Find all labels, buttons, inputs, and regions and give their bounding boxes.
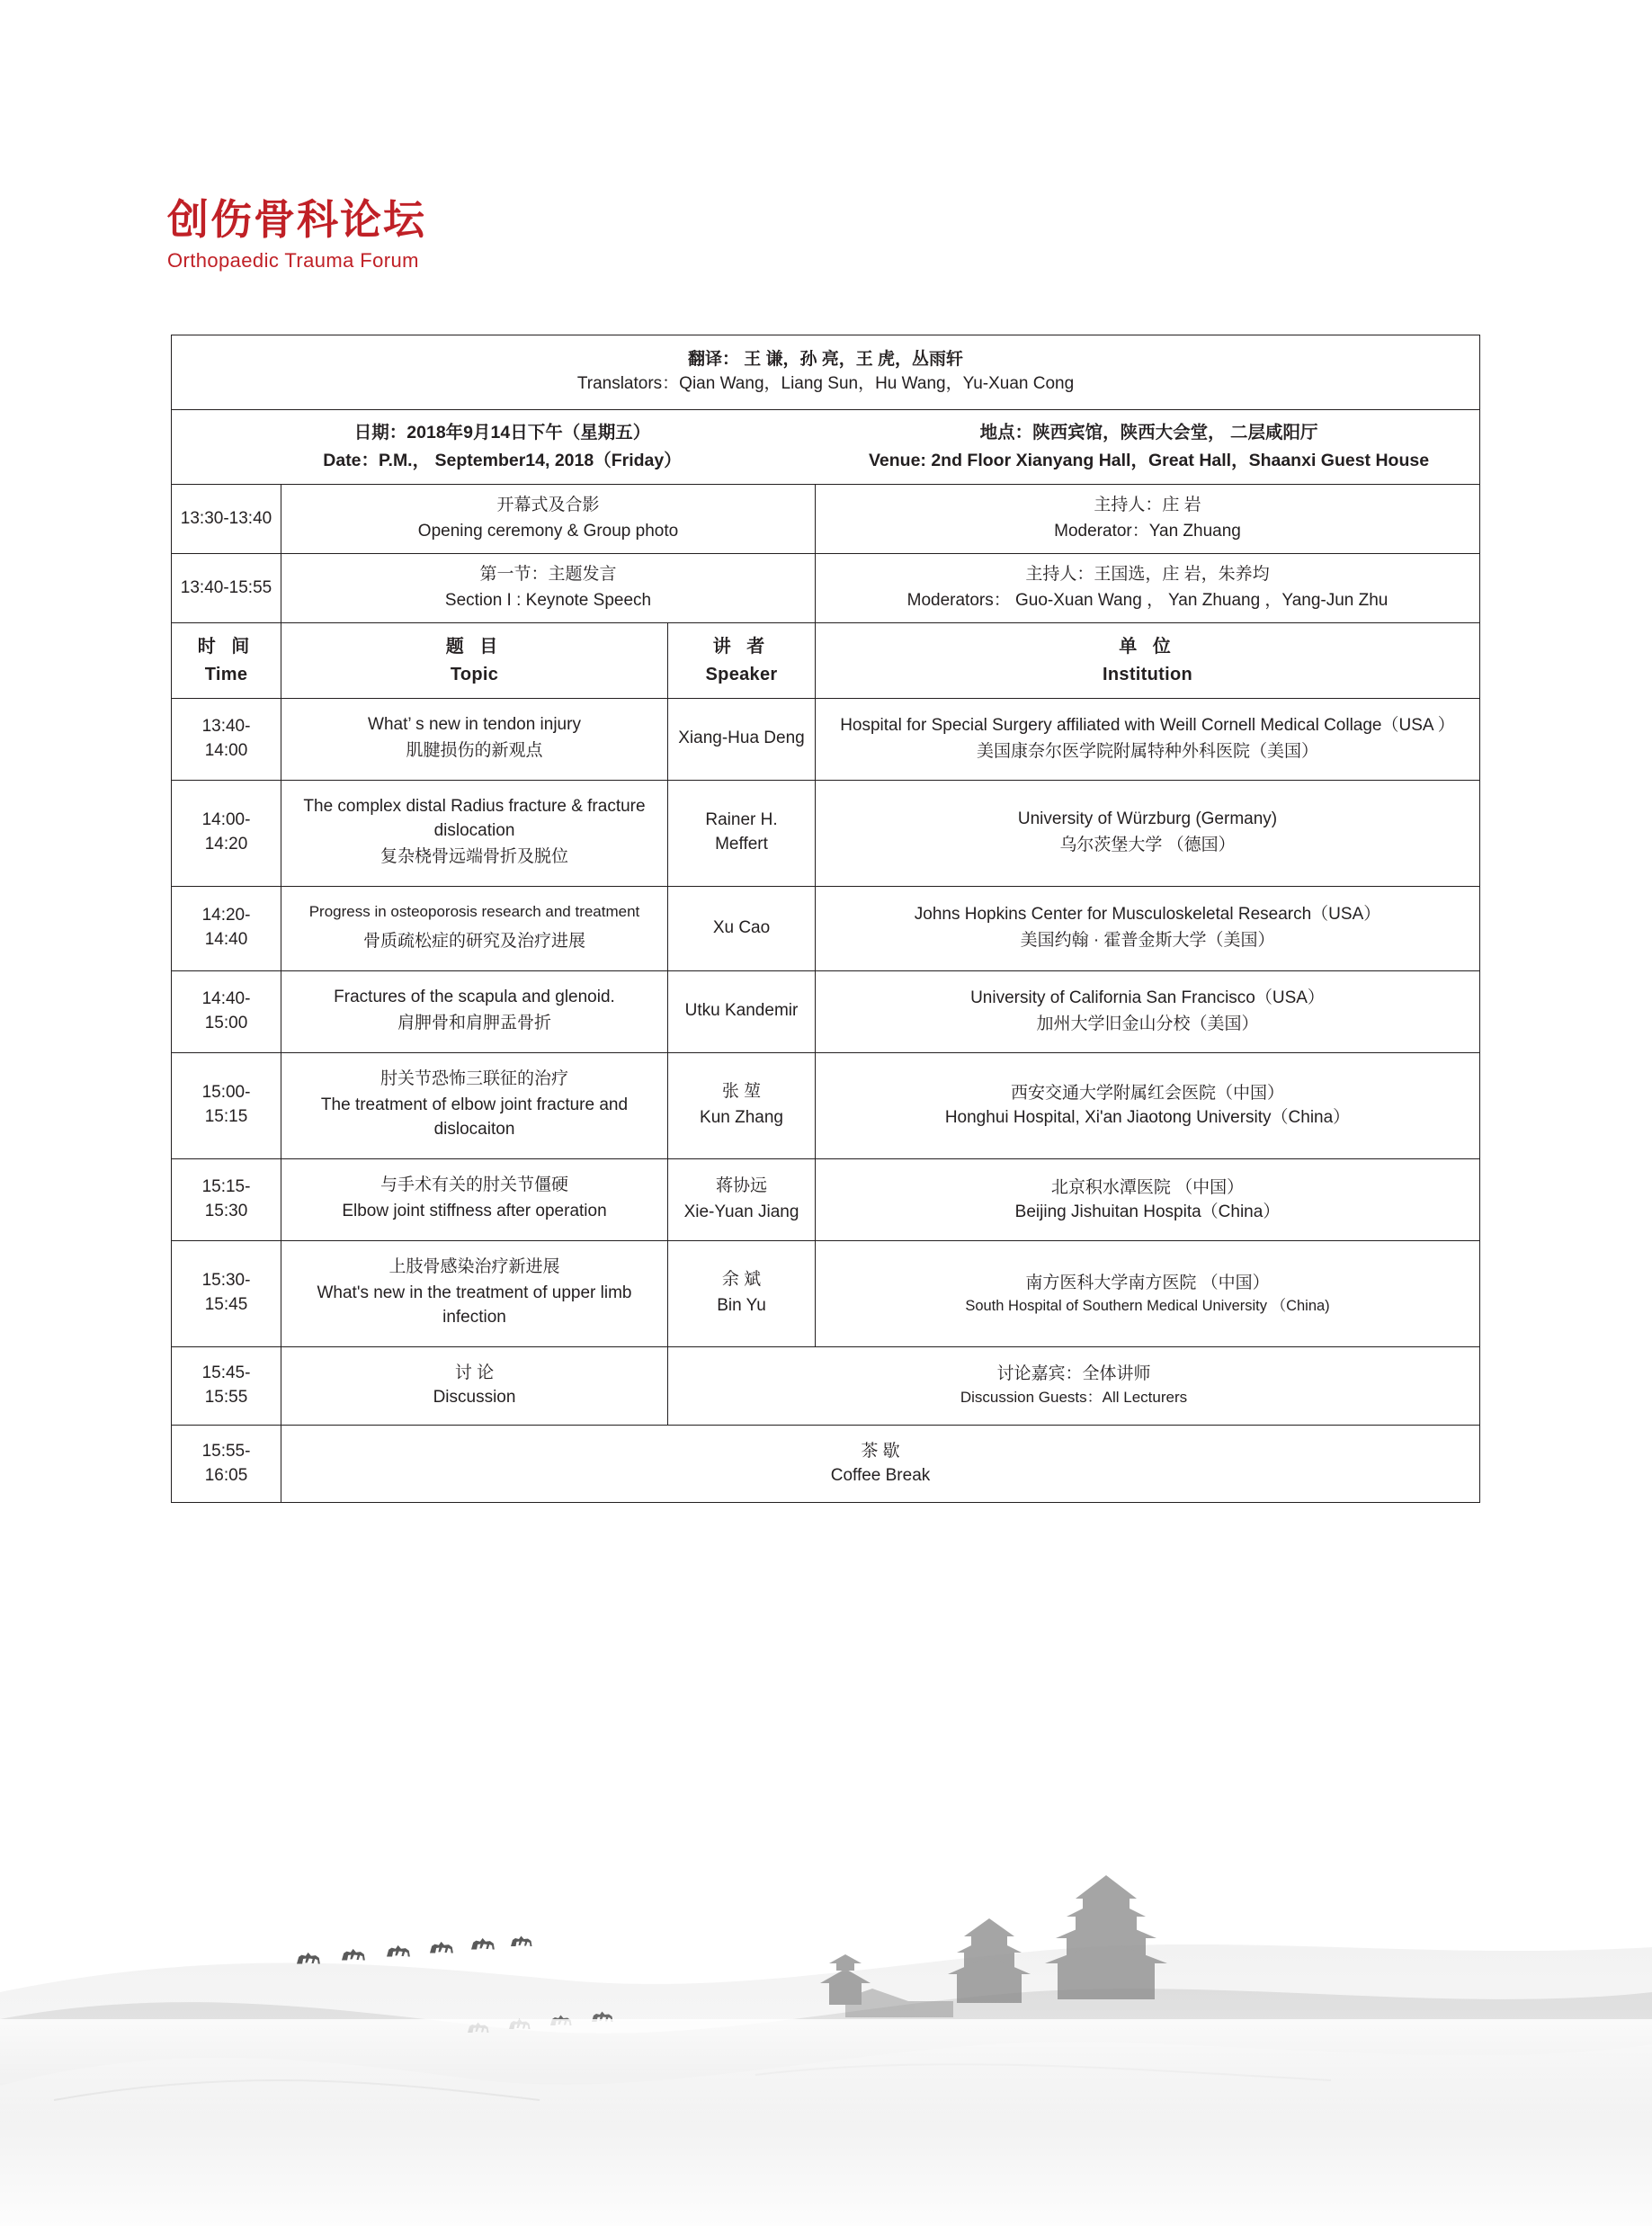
dune-ridge-line: [54, 2080, 540, 2100]
column-header-institution-en: Institution: [1103, 664, 1192, 684]
table-row-discussion: [172, 1346, 1480, 1425]
talk-institution-cn: 美国康奈尔医学院附属特种外科医院（美国）: [977, 741, 1319, 761]
translators-cn: 翻译： 王 谦，孙 亮，王 虎，丛雨轩: [687, 350, 964, 369]
talk-topic-cn: 复杂桡骨远端骨折及脱位: [380, 846, 568, 866]
talk-speaker: [668, 780, 816, 886]
talk-institution: [816, 1240, 1480, 1346]
camel-caravan-lower: [468, 2012, 613, 2034]
talk-institution-en: University of Würzburg (Germany): [1017, 809, 1278, 829]
talk-time: 14:40-15:00: [172, 970, 281, 1052]
column-header-topic-en: Topic: [450, 664, 499, 684]
talk-topic: [281, 970, 668, 1052]
talk-topic-en: The complex distal Radius fracture & fracture dislocation: [303, 796, 646, 840]
talk-topic-en: The treatment of elbow joint fracture and dislocaiton: [320, 1095, 629, 1139]
talk-institution: [816, 970, 1480, 1052]
talk-institution: [816, 698, 1480, 780]
discussion-title-en: Discussion: [433, 1387, 516, 1407]
section-time: 13:40-15:55: [172, 554, 281, 623]
coffee-break-title-en: Coffee Break: [830, 1465, 931, 1485]
section-moderator-en: Moderators： Guo-Xuan Wang ， Yan Zhuang ，Yang-Jun Zhu: [906, 591, 1389, 611]
talk-institution-en: Johns Hopkins Center for Musculoskeletal Research（USA）: [914, 905, 1381, 925]
talk-topic-en: Elbow joint stiffness after operation: [342, 1201, 607, 1220]
dune-ridge-line: [755, 2064, 1331, 2080]
talk-institution-en: Honghui Hospital, Xi'an Jiaotong University（China）: [944, 1108, 1351, 1128]
talk-topic-cn: 肌腱损伤的新观点: [406, 740, 543, 760]
venue-block: [826, 421, 1472, 473]
talk-topic-cn: 上肢骨感染治疗新进展: [388, 1256, 560, 1276]
column-header-topic: [281, 623, 668, 699]
talk-time: 14:20-14:40: [172, 886, 281, 970]
discussion-guests-cn: 讨论嘉宾：全体讲师: [996, 1364, 1151, 1384]
opening-title: [281, 485, 816, 554]
table-column-headers: [172, 623, 1480, 699]
column-header-time: [172, 623, 281, 699]
column-header-time-cn: 时 间: [197, 637, 255, 657]
talk-institution-cn: 美国约翰 · 霍普金斯大学（美国）: [1020, 931, 1275, 951]
table-row-opening-ceremony: [172, 485, 1480, 554]
schedule-table: [171, 335, 1480, 1503]
talk-institution-cn: 北京积水潭医院 （中国）: [1050, 1177, 1245, 1197]
desert-silk-road-artwork: [0, 1722, 1652, 2226]
talk-speaker-cn: 张 堃: [721, 1082, 762, 1102]
document-header: [167, 196, 977, 273]
talk-institution-cn: 乌尔茨堡大学 （德国）: [1059, 836, 1236, 855]
section-moderator-cn: 主持人：王国选，庄 岩，朱养均: [1025, 565, 1270, 585]
forum-title-en: Orthopaedic Trauma Forum: [167, 248, 419, 272]
date-block: [179, 421, 826, 473]
table-row-date-venue: [172, 409, 1480, 484]
camel-caravan-upper: [297, 1936, 532, 1964]
talk-institution-cn: 加州大学旧金山分校（美国）: [1036, 1014, 1259, 1033]
venue-en: Venue: 2nd Floor Xianyang Hall，Great Hall，Shaanxi Guest House: [868, 450, 1430, 470]
talk-institution-cn: 南方医科大学南方医院 （中国）: [1025, 1273, 1270, 1292]
talk-topic: [281, 1052, 668, 1158]
section-title: [281, 554, 816, 623]
talk-speaker-en: Rainer H. Meffert: [705, 810, 778, 854]
table-row: [172, 1052, 1480, 1158]
talk-institution-en: University of California San Francisco（USA）: [970, 988, 1325, 1007]
table-row: [172, 1240, 1480, 1346]
talk-institution-cn: 西安交通大学附属红会医院（中国）: [1011, 1084, 1285, 1104]
talk-speaker-en: Xiang-Hua Deng: [678, 729, 805, 748]
talk-time: 15:00-15:15: [172, 1052, 281, 1158]
opening-moderator-en: Moderator：Yan Zhuang: [1054, 522, 1241, 541]
table-row: [172, 970, 1480, 1052]
talk-time: 14:00-14:20: [172, 780, 281, 886]
section-title-en: Section I : Keynote Speech: [444, 591, 652, 611]
talk-topic-cn: 骨质疏松症的研究及治疗进展: [362, 931, 585, 951]
talk-speaker-cn: 蒋协远: [715, 1176, 767, 1195]
talk-institution: [816, 1158, 1480, 1240]
table-row: [172, 698, 1480, 780]
opening-title-en: Opening ceremony & Group photo: [417, 522, 679, 541]
talk-topic-cn: 与手术有关的肘关节僵硬: [380, 1175, 568, 1194]
dune-mid: [0, 1989, 1652, 2226]
forum-title-cn: 创伤骨科论坛: [167, 196, 426, 243]
talk-speaker: [668, 970, 816, 1052]
date-venue-cell: [172, 409, 1480, 484]
translators-cell: [172, 335, 1480, 410]
venue-cn: 地点：陕西宾馆，陕西大会堂， 二层咸阳厅: [979, 422, 1318, 443]
talk-topic: [281, 780, 668, 886]
table-row-section-one: [172, 554, 1480, 623]
talk-institution-en: South Hospital of Southern Medical University （China): [965, 1297, 1330, 1314]
talk-speaker-cn: 余 斌: [721, 1270, 762, 1290]
talk-speaker: [668, 1240, 816, 1346]
section-title-cn: 第一节：主题发言: [479, 565, 617, 585]
talk-topic: [281, 698, 668, 780]
talk-topic-en: Progress in osteoporosis research and treatment: [308, 902, 640, 920]
translators-en: Translators：Qian Wang，Liang Sun，Hu Wang，Yu-Xuan Cong: [576, 373, 1075, 393]
opening-time: 13:30-13:40: [172, 485, 281, 554]
pagoda-skyline: [820, 1875, 1167, 2017]
talk-topic-cn: 肘关节恐怖三联征的治疗: [380, 1068, 568, 1088]
date-cn: 日期：2018年9月14日下午（星期五）: [353, 422, 651, 443]
dune-front: [0, 2042, 1652, 2226]
table-row-coffee-break: [172, 1425, 1480, 1503]
column-header-speaker: [668, 623, 816, 699]
talk-institution-en: Beijing Jishuitan Hospita（China）: [1014, 1202, 1281, 1221]
talk-speaker-en: Utku Kandemir: [684, 1001, 799, 1021]
dune-far: [0, 1944, 1652, 2226]
talk-institution: [816, 886, 1480, 970]
discussion-guests: [668, 1346, 1480, 1425]
talk-speaker: [668, 1158, 816, 1240]
column-header-institution-cn: 单 位: [1119, 637, 1176, 657]
talk-time: 13:40-14:00: [172, 698, 281, 780]
talk-topic: [281, 1158, 668, 1240]
column-header-speaker-cn: 讲 者: [712, 637, 771, 657]
talk-institution: [816, 780, 1480, 886]
talk-time: 15:15-15:30: [172, 1158, 281, 1240]
table-row-translators: [172, 335, 1480, 410]
table-row: [172, 780, 1480, 886]
coffee-break-time: 15:55-16:05: [172, 1425, 281, 1503]
talk-speaker: [668, 886, 816, 970]
talk-topic: [281, 1240, 668, 1346]
talk-speaker-en: Xu Cao: [712, 917, 771, 937]
talk-speaker-en: Xie-Yuan Jiang: [683, 1202, 799, 1221]
column-header-institution: [816, 623, 1480, 699]
column-header-topic-cn: 题 目: [445, 637, 504, 657]
talk-topic-cn: 肩胛骨和肩胛盂骨折: [397, 1013, 551, 1033]
mist-overlay: [0, 2019, 1652, 2136]
opening-moderator: [816, 485, 1480, 554]
talk-institution: [816, 1052, 1480, 1158]
talk-topic-en: Fractures of the scapula and glenoid.: [334, 987, 615, 1006]
table-row: [172, 886, 1480, 970]
talk-topic-en: What's new in the treatment of upper limb infection: [317, 1283, 632, 1327]
date-en: Date：P.M.， September14, 2018（Friday）: [323, 450, 682, 470]
talk-time: 15:30-15:45: [172, 1240, 281, 1346]
discussion-time: 15:45-15:55: [172, 1346, 281, 1425]
table-row: [172, 1158, 1480, 1240]
coffee-break-title-cn: 茶 歇: [861, 1441, 900, 1461]
section-moderators: [816, 554, 1480, 623]
talk-speaker: [668, 1052, 816, 1158]
talk-speaker-en: Bin Yu: [717, 1296, 766, 1316]
opening-title-cn: 开幕式及合影: [496, 496, 600, 515]
discussion-title-cn: 讨 论: [454, 1363, 495, 1382]
discussion-guests-en: Discussion Guests：All Lecturers: [960, 1388, 1188, 1406]
opening-moderator-cn: 主持人：庄 岩: [1094, 496, 1201, 515]
talk-speaker: [668, 698, 816, 780]
talk-topic-en: What’ s new in tendon injury: [368, 714, 581, 734]
column-header-time-en: Time: [204, 664, 248, 684]
talk-topic: [281, 886, 668, 970]
coffee-break-title: [281, 1425, 1480, 1503]
discussion-title: [281, 1346, 668, 1425]
talk-speaker-en: Kun Zhang: [700, 1108, 783, 1128]
talk-institution-en: Hospital for Special Surgery affiliated with Weill Cornell Medical Collage（USA ）: [840, 715, 1455, 735]
column-header-speaker-en: Speaker: [705, 664, 778, 684]
